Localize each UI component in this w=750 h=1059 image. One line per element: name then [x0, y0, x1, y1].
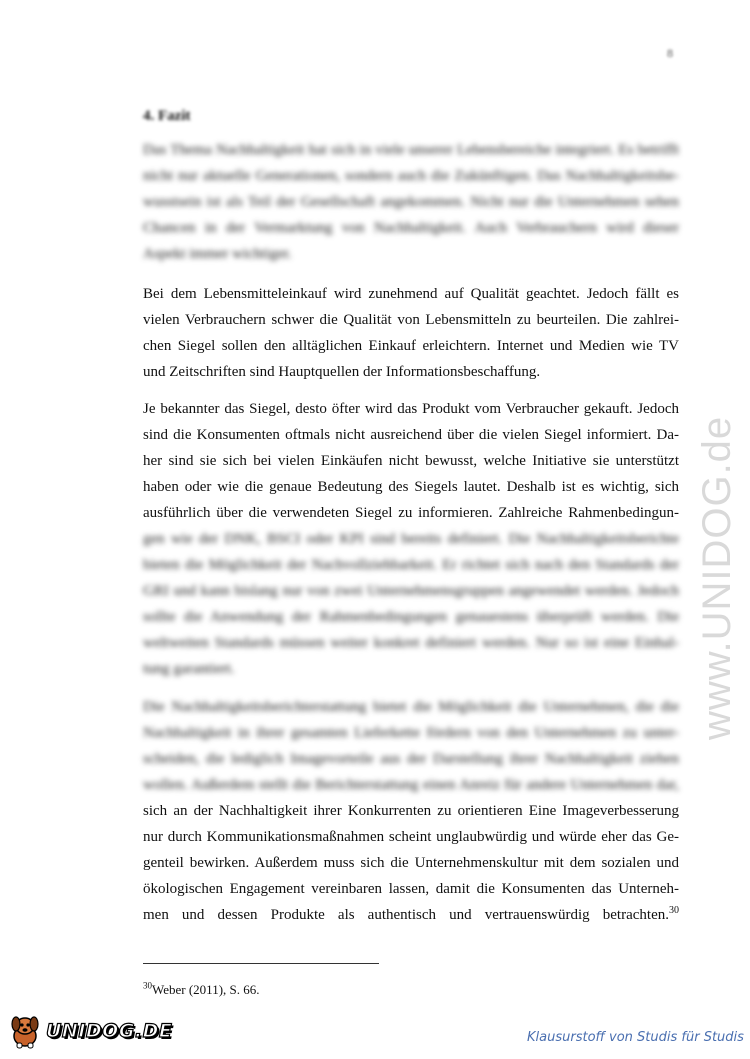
text-line: Nachhaltigkeit in ihrer gesamten Lieferkette fördern von den Unternehmen zu unter-	[143, 725, 679, 741]
text-line-with-footnote	[143, 902, 679, 928]
tagline: Klausurstoff von Studis für Studis	[527, 1030, 744, 1045]
paragraph-seals	[143, 396, 679, 526]
footnote-number: 30	[143, 980, 152, 991]
footnote-reference[interactable]: 30	[669, 905, 679, 916]
dog-icon	[6, 1012, 44, 1050]
text-line: tung garantiert.	[143, 661, 235, 677]
text-line: Chancen in der Vermarktung von Nachhaltigkeit. Auch Verbrauchern wird dieser	[143, 220, 679, 236]
text-line: genteil bewirken. Außerdem muss sich die Unternehmenskultur mit dem sozialen und	[143, 855, 679, 871]
text-line: Aspekt immer wichtiger.	[143, 246, 292, 262]
watermark-text: www.UNIDOG.de	[695, 415, 739, 740]
paragraph-reporting	[143, 798, 679, 928]
text-line: sich an der Nachhaltigkeit ihrer Konkurrenten zu orientieren Eine Imageverbesserung	[143, 803, 679, 819]
text-line: wusstsein ist als Teil der Gesellschaft angekommen. Nicht nur die Unternehmen sehen	[143, 194, 679, 210]
text-line: Das Thema Nachhaltigkeit hat sich in viele unserer Lebensbereiche integriert. Es betrifft	[143, 142, 679, 158]
paragraph-reporting-blurred	[143, 694, 679, 798]
footnote	[143, 982, 260, 998]
footnote-rule	[143, 963, 379, 964]
text-line: chen Siegel sollen den alltäglichen Einkauf erleichtern. Internet und Medien wie TV	[143, 338, 679, 354]
paragraph-intro-blurred	[143, 137, 679, 267]
page-number: 8	[667, 46, 673, 60]
logo-text: UNIDOG.DE	[46, 1020, 173, 1042]
paragraph-seals-blurred	[143, 526, 679, 682]
text-line: sind die Konsumenten oftmals nicht ausreichend über die vielen Siegel informiert. Da-	[143, 427, 679, 443]
text-line: haben oder wie die genaue Bedeutung des Siegels lautet. Deshalb ist es wichtig, sich	[143, 479, 679, 495]
text-line: und Zeitschriften sind Hauptquellen der Informationsbeschaffung.	[143, 364, 541, 380]
text-line: her sind sie sich bei vielen Einkäufen nicht bewusst, welche Initiative sie unterstützt	[143, 453, 679, 469]
text-line: ausführlich über die verwendeten Siegel zu informieren. Zahlreiche Rahmenbedingun-	[143, 505, 679, 521]
text-line: Die Nachhaltigkeitsberichterstattung bietet die Möglichkeit die Unternehmen, die die	[143, 699, 679, 715]
footnote-text: Weber (2011), S. 66.	[152, 982, 260, 997]
unidog-logo[interactable]	[6, 1011, 173, 1051]
text-line: gen wie der DNK, BSCI oder KPI sind bereits definiert. Die Nachhaltigkeitsberichte	[143, 531, 679, 547]
text-line: sollte die Anwendung der Rahmenbedingungen genauestens überprüft werden. Die	[143, 609, 679, 625]
text-line: nur durch Kommunikationsmaßnahmen scheint unglaubwürdig und würde eher das Ge-	[143, 829, 679, 845]
section-heading: 4. Fazit	[143, 108, 191, 124]
text-line: ökologischen Engagement vereinbaren lassen, damit die Konsumenten das Unterneh-	[143, 881, 679, 897]
text-line: scheiden, die lediglich Imagevorteile aus der Darstellung ihrer Nachhaltigkeit ziehen	[143, 751, 679, 767]
paragraph-food-purchase	[143, 281, 679, 385]
text-line: vielen Verbrauchern schwer die Qualität von Lebensmitteln zu beurteilen. Die zahlrei-	[143, 312, 679, 328]
text-line: GRI und kann bislang nur von zwei Unternehmensgruppen angewendet werden. Jedoch	[143, 583, 679, 599]
text-line: bieten die Möglichkeit der Nachvollziehbarkeit. Er richtet sich nach den Standards der	[143, 557, 679, 573]
text-line: wollen. Außerdem stellt die Berichterstattung einen Anreiz für andere Unternehmen dar,	[143, 777, 679, 793]
text-line: weltweiten Standards müssen weiter konkret definiert werden. Nur so ist eine Einhal-	[143, 635, 679, 651]
text-line: nicht nur aktuelle Generationen, sondern auch die Zukünftigen. Das Nachhaltigkeitsbe-	[143, 168, 679, 184]
text-line: Bei dem Lebensmitteleinkauf wird zunehmend auf Qualität geachtet. Jedoch fällt es	[143, 286, 679, 302]
text-line: men und dessen Produkte als authentisch und vertrauenswürdig betrachten.	[143, 907, 669, 923]
text-line: Je bekannter das Siegel, desto öfter wird das Produkt vom Verbraucher gekauft. Jedoch	[143, 401, 679, 417]
